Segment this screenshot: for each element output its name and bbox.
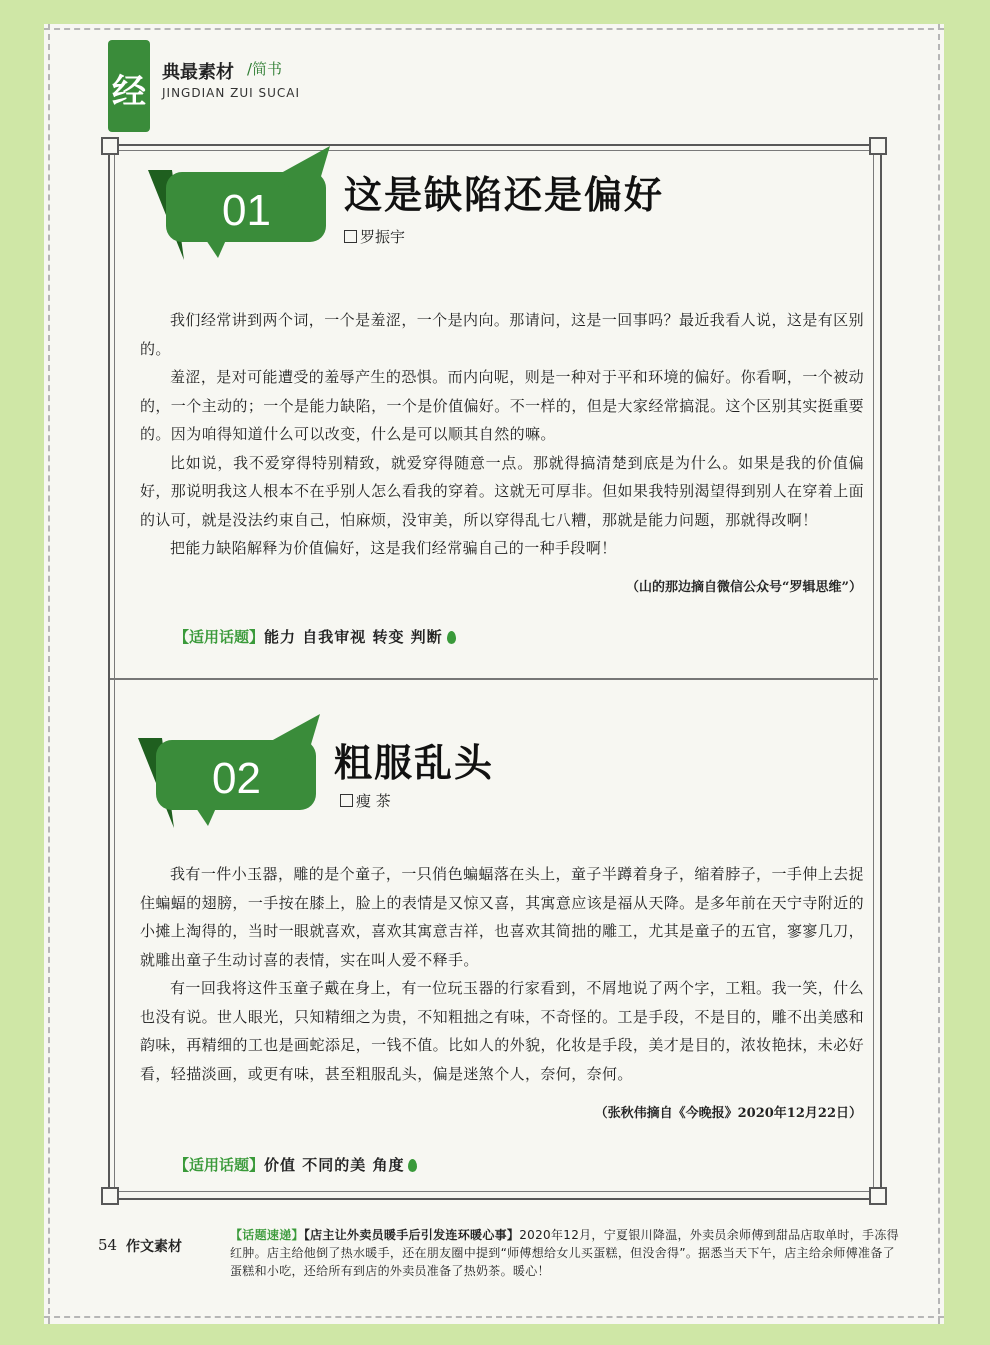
frame-corner [869, 1187, 887, 1205]
section-subtitle: /简书 [247, 60, 283, 78]
right-dashed-border [938, 24, 940, 1324]
frame-corner [101, 137, 119, 155]
magazine-name: 作文素材 [126, 1239, 182, 1255]
author-name: 罗振宇 [360, 228, 406, 246]
topic-news [230, 1226, 900, 1280]
author-box-icon [344, 230, 357, 243]
frame-corner [101, 1187, 119, 1205]
article-title: 这是缺陷还是偏好 [344, 172, 665, 217]
top-dashed-border [44, 28, 944, 30]
paragraph: 有一回我将这件玉童子戴在身上，有一位玩玉器的行家看到，不屑地说了两个字，工粗。我一笑，什么也没有说。世人眼光，只知精细之为贵，不知粗拙之有味，不奇怪的。工是手段，不是目的，雕不出美感和韵味，再精细的工也是画蛇添足，一钱不值。比如人的外貌，化妆是手段，美才是目的，浓妆艳抹，未必好看，轻描淡画，或更有味，甚至粗服乱头，偏是迷煞个人，奈何，奈何。 [140, 979, 864, 1083]
article-divider [110, 678, 878, 680]
page [44, 24, 944, 1324]
article-body [140, 860, 864, 1088]
article-number: 02 [212, 754, 261, 803]
frame-corner [869, 137, 887, 155]
paragraph: 我有一件小玉器，雕的是个童子，一只俏色蝙蝠落在头上，童子半蹲着身子，缩着脖子，一手伸上去捉住蝙蝠的翅膀，一手按在膝上，脸上的表情是又惊又喜，其寓意应该是福从天降。是多年前在天宁寺附近的小摊上淘得的，当时一眼就喜欢，喜欢其寓意吉祥，也喜欢其简拙的雕工，尤其是童子的五官，寥寥几刀，就雕出童子生动讨喜的表情，实在叫人爱不释手。 [140, 865, 864, 969]
author-box-icon [340, 794, 353, 807]
article-number-badge [134, 710, 324, 840]
article-author [340, 790, 391, 811]
article-body [140, 306, 864, 563]
paragraph: 比如说，我不爱穿得特别精致，就爱穿得随意一点。那就得搞清楚到底是为什么。如果是我的价值偏好，那说明我这人根本不在乎别人怎么看我的穿着。这就无可厚非。但如果我特别渴望得到别人在穿着上面的认可，就是没法约束自己，怕麻烦，没审美，所以穿得乱七八糟，那就是能力问题，那就得改啊！ [140, 453, 864, 529]
topic-line [174, 1154, 417, 1175]
bottom-dashed-border [44, 1316, 944, 1318]
leaf-icon [447, 631, 456, 644]
leaf-icon [408, 1159, 417, 1172]
left-dashed-border [48, 24, 50, 1324]
article-title: 粗服乱头 [334, 740, 495, 785]
news-label: 【话题速递】 [230, 1228, 304, 1242]
article-number: 01 [222, 186, 271, 235]
topic-label: 【适用话题】 [174, 1156, 265, 1174]
article-author [344, 226, 405, 247]
news-text: 2020年12月，宁夏银川降温，外卖员余师傅到甜品店取单时，手冻得红肿。店主给他倒了热水暖手，还在朋友圈中提到“师傅想给女儿买蛋糕，但没舍得”。据悉当天下午，店主给余师傅准备了蛋糕和小吃，还给所有到店的外卖员准备了热奶茶。暖心！ [230, 1228, 899, 1278]
logo-char: 经 [112, 72, 146, 112]
topic-label: 【适用话题】 [174, 628, 265, 646]
topic-text: 价值 不同的美 角度 [264, 1156, 405, 1174]
article-source: （张秋伟摘自《今晚报》2020年12月22日） [594, 1106, 862, 1121]
topic-line [174, 626, 456, 647]
news-title: 【店主让外卖员暖手后引发连环暖心事】 [303, 1228, 520, 1242]
paragraph: 我们经常讲到两个词，一个是羞涩，一个是内向。那请问，这是一回事吗？最近我看人说，这是有区别的。 [140, 311, 864, 358]
article-source: （山的那边摘自微信公众号“罗辑思维”） [626, 580, 862, 595]
paragraph: 把能力缺陷解释为价值偏好，这是我们经常骗自己的一种手段啊！ [170, 539, 617, 557]
article-number-badge [144, 142, 334, 272]
section-title: 典最素材 [162, 62, 234, 83]
paragraph: 羞涩，是对可能遭受的羞辱产生的恐惧。而内向呢，则是一种对于平和环境的偏好。你看啊，一个被动的，一个主动的；一个是能力缺陷，一个是价值偏好。不一样的，但是大家经常搞混。这个区别其实挺重要的。因为咱得知道什么可以改变，什么是可以顺其自然的嘛。 [140, 368, 864, 443]
topic-text: 能力 自我审视 转变 判断 [264, 628, 443, 646]
page-number: 54 [98, 1236, 118, 1254]
author-name: 瘦 茶 [356, 792, 391, 810]
section-pinyin: JINGDIAN ZUI SUCAI [162, 86, 301, 100]
